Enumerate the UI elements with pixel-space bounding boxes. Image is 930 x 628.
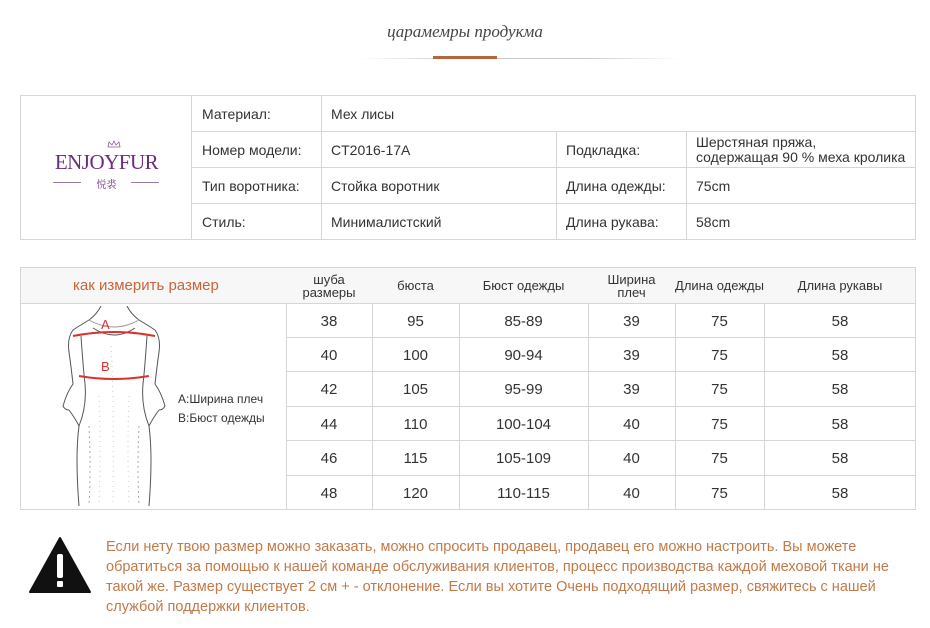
material-value: Мех лисы bbox=[331, 105, 395, 122]
header-fur-size bbox=[286, 268, 372, 303]
title-accent-bar bbox=[433, 56, 497, 59]
size-cell-bust: 95 bbox=[407, 312, 424, 330]
how-to-measure-label: как измерить размер bbox=[73, 277, 219, 294]
size-cell-shoulder-width: 40 bbox=[623, 484, 640, 502]
garment-length-value: 75cm bbox=[696, 177, 731, 194]
legend-bust: B:Бюст одежды bbox=[178, 411, 265, 425]
size-cell-bust: 120 bbox=[402, 484, 429, 502]
size-cell-sleeve-length: 58 bbox=[831, 484, 849, 502]
model-label: Номер модели: bbox=[202, 141, 302, 158]
size-cell-bust: 100 bbox=[402, 346, 429, 364]
size-cell-shoulder-width: 39 bbox=[623, 312, 640, 330]
size-notice-text: Если нету твою размер можно заказать, можно спросить продавец, продавец его можно настроить. Вы можете обратиться за помощью к нашей команде обслуживания клиентов, процесс производства каждой меховой ткани не такой же. Размер существует 2 см + - отклонение. Если вы хотите Очень подходящий размер, свяжитесь с нашей службой поддержки клиентов. bbox=[106, 539, 889, 615]
lining-value-line2: содержащая 90 % меха кролика bbox=[696, 148, 906, 165]
size-cell-shoulder-width: 39 bbox=[623, 346, 640, 364]
size-cell-sleeve-length: 58 bbox=[831, 346, 849, 364]
lining-value bbox=[686, 132, 916, 167]
header-sleeve-length: Длина рукавы bbox=[797, 278, 883, 293]
size-cell-garment-length: 75 bbox=[711, 415, 728, 433]
title-divider bbox=[360, 58, 680, 59]
header-shoulder-line1: Ширина bbox=[607, 271, 656, 287]
header-bust: бюста bbox=[397, 278, 434, 293]
brand-logo bbox=[21, 96, 192, 239]
header-shoulder-line2: плеч bbox=[617, 284, 646, 300]
marker-b: B bbox=[101, 359, 110, 374]
size-cell-bust: 115 bbox=[403, 449, 428, 467]
crown-icon bbox=[107, 140, 121, 148]
size-cell-fur-size: 48 bbox=[320, 484, 338, 502]
style-value: Минималистский bbox=[331, 213, 442, 230]
brand-name: ENJOYFUR bbox=[54, 150, 159, 174]
size-cell-sleeve-length: 58 bbox=[831, 449, 849, 467]
page-title: царамемры продукма bbox=[387, 22, 543, 41]
header-garment-bust: Бюст одежды bbox=[482, 278, 565, 293]
material-label: Материал: bbox=[202, 105, 271, 122]
sleeve-length-value: 58cm bbox=[696, 213, 731, 230]
garment-length-label: Длина одежды: bbox=[566, 177, 666, 194]
collar-value: Стойка воротник bbox=[331, 177, 440, 194]
size-cell-garment-bust: 100-104 bbox=[495, 415, 552, 433]
size-cell-garment-bust: 105-109 bbox=[495, 449, 552, 467]
size-cell-shoulder-width: 40 bbox=[623, 449, 640, 467]
size-cell-bust: 110 bbox=[403, 415, 428, 433]
lining-value-line1: Шерстяная пряжа, bbox=[696, 133, 817, 150]
logo-line-right bbox=[131, 182, 159, 183]
size-cell-garment-bust: 85-89 bbox=[504, 312, 543, 330]
size-cell-fur-size: 40 bbox=[320, 346, 338, 364]
size-cell-fur-size: 38 bbox=[320, 312, 338, 330]
legend-shoulder: A:Ширина плеч bbox=[178, 392, 264, 406]
size-cell-shoulder-width: 40 bbox=[623, 415, 640, 433]
size-cell-garment-length: 75 bbox=[711, 380, 728, 398]
size-cell-sleeve-length: 58 bbox=[831, 312, 849, 330]
size-cell-shoulder-width: 39 bbox=[623, 380, 640, 398]
size-cell-garment-bust: 90-94 bbox=[504, 346, 543, 364]
model-value: CT2016-17A bbox=[331, 141, 411, 158]
size-cell-garment-length: 75 bbox=[711, 449, 728, 467]
header-fur-size-line1: шуба bbox=[313, 271, 345, 287]
size-cell-bust: 105 bbox=[402, 380, 429, 398]
header-fur-size-line2: размеры bbox=[302, 284, 356, 300]
size-cell-sleeve-length: 58 bbox=[831, 415, 849, 433]
size-cell-garment-length: 75 bbox=[711, 346, 728, 364]
size-cell-fur-size: 46 bbox=[320, 449, 338, 467]
product-info-table bbox=[20, 95, 916, 240]
size-cell-fur-size: 44 bbox=[320, 415, 338, 433]
warning-icon bbox=[28, 536, 92, 594]
size-cell-garment-bust: 95-99 bbox=[504, 380, 543, 398]
size-cell-garment-bust: 110-115 bbox=[497, 484, 550, 502]
style-label: Стиль: bbox=[202, 213, 246, 230]
brand-chinese-name: 悦裘 bbox=[96, 180, 117, 191]
marker-a: A bbox=[101, 317, 110, 332]
header-shoulder-width bbox=[588, 268, 675, 303]
size-cell-garment-length: 75 bbox=[711, 312, 728, 330]
header-garment-length: Длина одежды bbox=[675, 278, 764, 293]
size-cell-garment-length: 75 bbox=[711, 484, 728, 502]
lining-label: Подкладка: bbox=[566, 141, 641, 158]
size-cell-sleeve-length: 58 bbox=[831, 380, 849, 398]
sleeve-length-label: Длина рукава: bbox=[566, 213, 659, 230]
dress-measurement-illustration bbox=[49, 306, 179, 506]
size-chart-table bbox=[20, 267, 916, 510]
size-cell-fur-size: 42 bbox=[320, 380, 338, 398]
collar-label: Тип воротника: bbox=[202, 177, 300, 194]
